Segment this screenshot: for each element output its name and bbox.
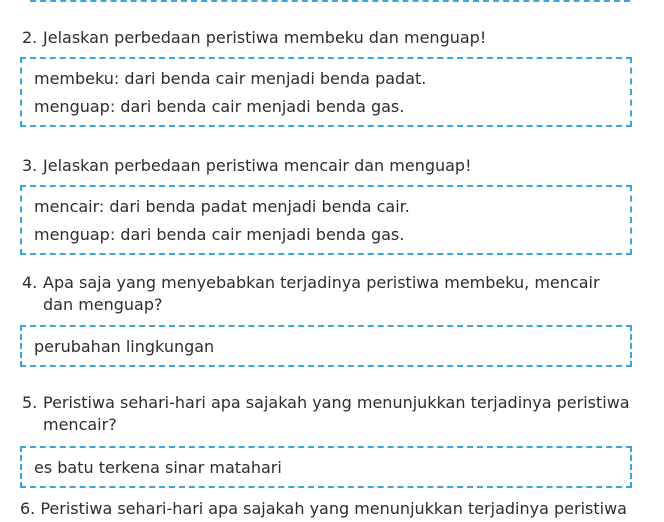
answer-line: menguap: dari benda cair menjadi benda gas. (34, 97, 405, 116)
answer-box-5 (20, 446, 632, 488)
question-number: 2. (22, 28, 38, 47)
question-4 (22, 272, 632, 316)
question-2 (22, 27, 622, 49)
answer-line: perubahan lingkungan (34, 337, 215, 356)
question-6-partial (20, 498, 640, 522)
answer-box-2 (20, 57, 632, 127)
question-number: 4. (22, 273, 38, 292)
answer-box-4 (20, 325, 632, 367)
previous-answer-box-border (30, 0, 630, 2)
question-3 (22, 155, 622, 177)
question-text: Jelaskan perbedaan peristiwa membeku dan menguap! (43, 28, 487, 47)
answer-line: mencair: dari benda padat menjadi benda cair. (34, 197, 410, 216)
question-text: 6. Peristiwa sehari-hari apa sajakah yang menunjukkan terjadinya peristiwa (20, 499, 627, 518)
answer-box-3 (20, 185, 632, 255)
question-number: 3. (22, 156, 38, 175)
question-number: 5. (22, 393, 38, 412)
question-text: Apa saja yang menyebabkan terjadinya peristiwa membeku, mencair dan menguap? (43, 273, 600, 314)
answer-line: membeku: dari benda cair menjadi benda padat. (34, 69, 427, 88)
answer-line: menguap: dari benda cair menjadi benda gas. (34, 225, 405, 244)
question-text: Peristiwa sehari-hari apa sajakah yang menunjukkan terjadinya peristiwa mencair? (43, 393, 630, 434)
question-text: Jelaskan perbedaan peristiwa mencair dan menguap! (43, 156, 472, 175)
answer-line: es batu terkena sinar matahari (34, 458, 282, 477)
question-5 (22, 392, 632, 436)
